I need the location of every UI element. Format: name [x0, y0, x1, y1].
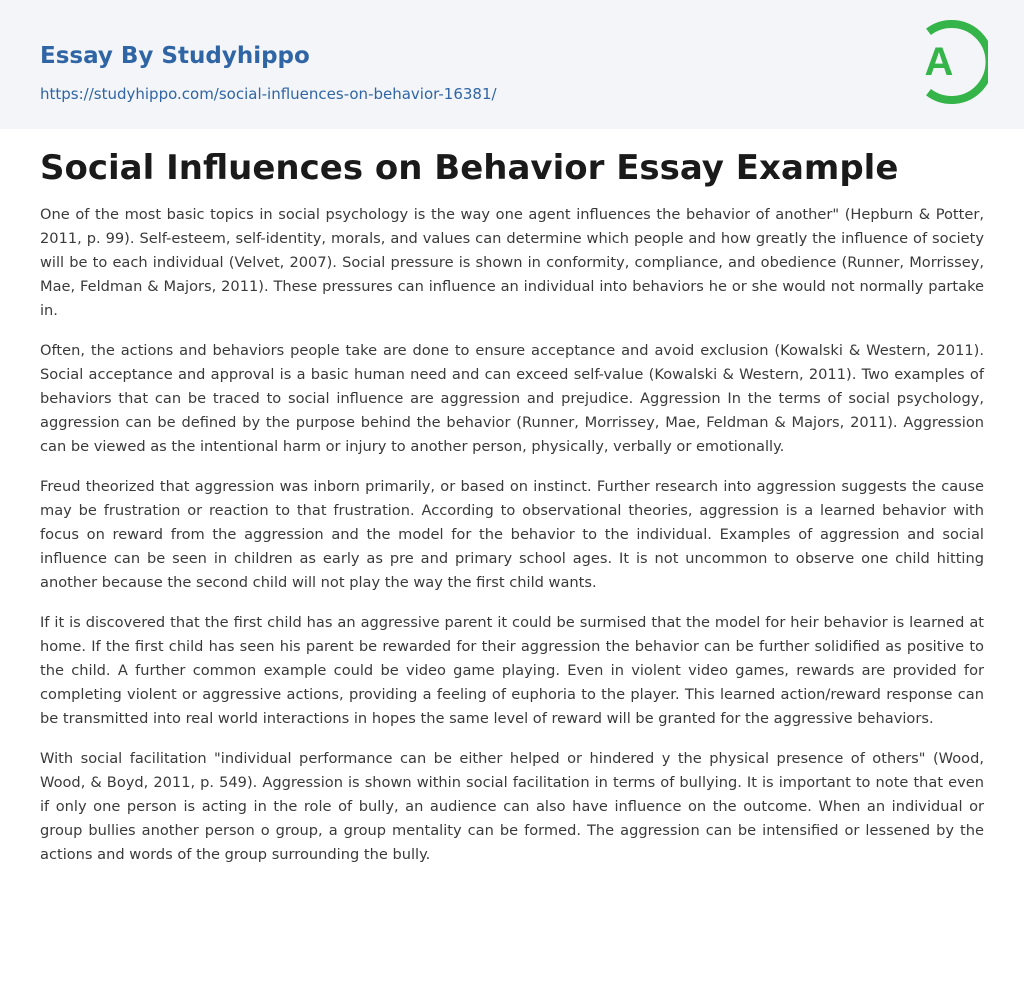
- page-title: Social Influences on Behavior Essay Example: [40, 148, 899, 188]
- studyhippo-logo-icon[interactable]: [912, 18, 988, 106]
- site-header: [0, 0, 1024, 129]
- article: [40, 145, 984, 883]
- site-brand[interactable]: Essay By Studyhippo: [40, 43, 310, 69]
- paragraph-1: One of the most basic topics in social psychology is the way one agent influences the behavior of another" (Hepburn & Potter, 2011, p. 99). Self-esteem, self-identity, morals, and values can determine which people and how greatly the influence of society will be to each individual (Velvet, 2007). Social pressure is shown in conformity, compliance, and obedience (Runner, Morrissey, Mae, Feldman & Majors, 2011). These pressures can influence an individual into behaviors he or she would not normally partake in.: [40, 206, 984, 319]
- paragraph-2: Often, the actions and behaviors people take are done to ensure acceptance and avoid exclusion (Kowalski & Western, 2011). Social acceptance and approval is a basic human need and can exceed self-value (Kowalski & Western, 2011). Two examples of behaviors that can be traced to social influence are aggression and prejudice. Aggression In the terms of social psychology, aggression can be defined by the purpose behind the behavior (Runner, Morrissey, Mae, Feldman & Majors, 2011). Aggression can be viewed as the intentional harm or injury to another person, physically, verbally or emotionally.: [40, 342, 984, 455]
- paragraph-4: If it is discovered that the first child has an aggressive parent it could be surmised that the model for heir behavior is learned at home. If the first child has seen his parent be rewarded for their aggression the behavior can be further solidified as positive to the child. A further common example could be video game playing. Even in violent video games, rewards are provided for completing violent or aggressive actions, providing a feeling of euphoria to the player. This learned action/reward response can be transmitted into real world interactions in hopes the same level of reward will be granted for the aggressive behaviors.: [40, 614, 984, 727]
- source-url-link[interactable]: https://studyhippo.com/social-influences-on-behavior-16381/: [40, 85, 497, 103]
- paragraph-3: Freud theorized that aggression was inborn primarily, or based on instinct. Further research into aggression suggests the cause may be frustration or reaction to that frustration. According to observational theories, aggression is a learned behavior with focus on reward from the aggression and the model for the behavior to the individual. Examples of aggression and social influence can be seen in children as early as pre and primary school ages. It is not uncommon to observe one child hitting another because the second child will not play the way the first child wants.: [40, 478, 984, 591]
- paragraph-5: With social facilitation "individual performance can be either helped or hindered y the physical presence of others" (Wood, Wood, & Boyd, 2011, p. 549). Aggression is shown within social facilitation in terms of bullying. It is important to note that even if only one person is acting in the role of bully, an audience can also have influence on the outcome. When an individual or group bullies another person o group, a group mentality can be formed. The aggression can be intensified or lessened by the actions and words of the group surrounding the bully.: [40, 750, 984, 863]
- logo-letter: A: [924, 40, 954, 84]
